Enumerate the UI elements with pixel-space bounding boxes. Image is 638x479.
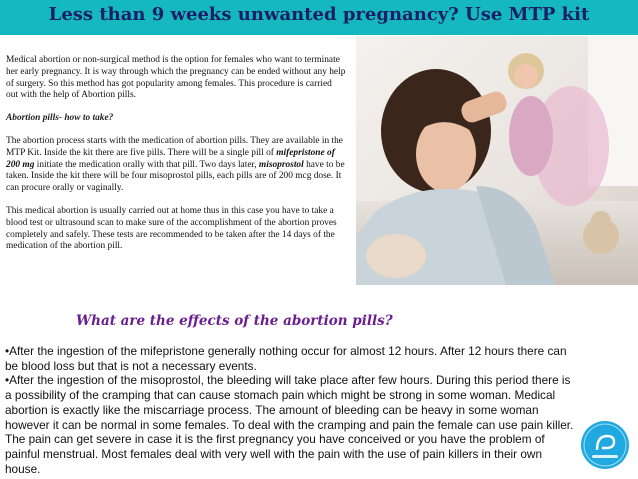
para2-part-e: have to be taken. Inside the kit there will be four misoprostol pills, each pills are of 200 mcg dose. It can procure orally or vaginally. bbox=[6, 159, 345, 194]
intro-text bbox=[6, 55, 346, 264]
intro-paragraph-3: This medical abortion is usually carried out at home thus in this case you have to take a blood test or ultrasound scan to make sure of the accomplishment of the abortion proves completely and safely. These tests are recommended to be taken after the 14 days of the medication of the abortion pill. bbox=[6, 205, 337, 252]
woman-with-headache-photo bbox=[356, 36, 638, 285]
para2-part-c: initiate the medication orally with that pill. Two days later, bbox=[34, 159, 259, 170]
abortion-pills-subheading: Abortion pills- how to take? bbox=[6, 113, 114, 124]
pharmacy-logo-badge bbox=[580, 420, 630, 470]
misoprostol-emphasis: misoprostol bbox=[258, 159, 304, 170]
intro-paragraph-2 bbox=[6, 136, 346, 195]
effects-heading: What are the effects of the abortion pills? bbox=[76, 313, 393, 329]
mifepristone-emphasis: mifepristone of 200 mg bbox=[6, 147, 335, 170]
effects-bullet-1: •After the ingestion of the mifepristone generally nothing occur for almost 12 hours. After 12 hours there can be blood loss but that is not a necessary events. bbox=[5, 344, 567, 373]
effects-text bbox=[5, 344, 577, 476]
intro-paragraph-1: Medical abortion or non-surgical method is the option for females who want to terminate her early pregnancy. It is way through which the pregnancy can be ended without any help of surgery. So this method has got popularity among females. This procedure is carried out with the help of Abortion pills. bbox=[6, 55, 346, 101]
page-title: Less than 9 weeks unwanted pregnancy? Use MTP kit bbox=[48, 4, 590, 25]
para2-part-a: The abortion process starts with the medication of abortion pills. They are available in the MTP Kit. Inside the kit there are five pills. There will be a single pill of bbox=[6, 135, 343, 158]
effects-bullet-2: •After the ingestion of the misoprostol, the bleeding will take place after few hours. During this period there is a possibility of the cramping that can cause stomach pain which might be strong in some woman. Medical abortion is exactly like the miscarriage process. The amount of bleeding can be heavy in some woman however it can be normal in some females. To deal with the cramping and pain the female can use pain killer. The pain can get severe in case it is the first pregnancy you have conceived or you have the problem of painful menstrual. Most females deal with very well with the pain with the use of pain killers in their own house. bbox=[5, 373, 574, 476]
